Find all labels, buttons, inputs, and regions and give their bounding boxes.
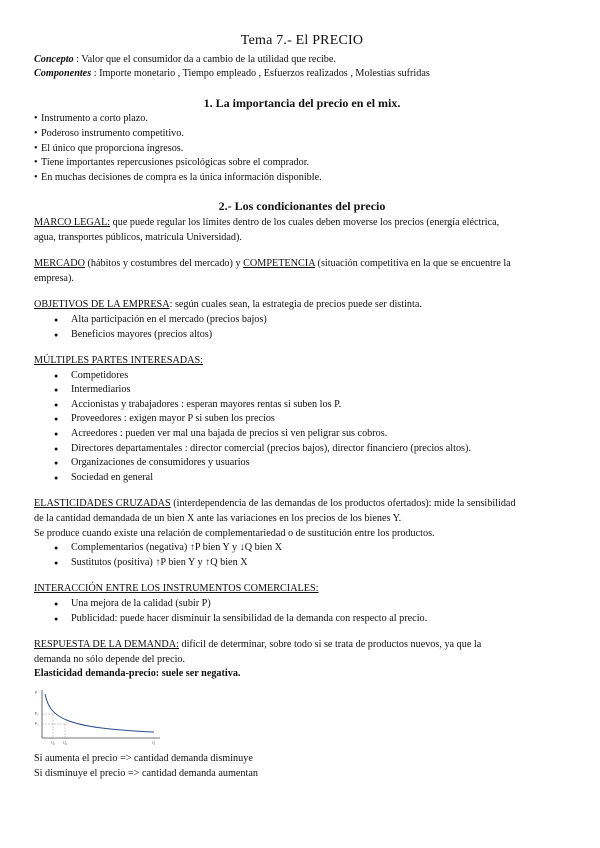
interaccion-line bbox=[34, 582, 570, 597]
interaccion-label: INTERACCIÓN ENTRE LOS INSTRUMENTOS COMERCIALES: bbox=[34, 583, 319, 595]
section1-list bbox=[34, 112, 570, 185]
list-item: ● Sociedad en general bbox=[54, 471, 154, 483]
elasticidad-heading: Elasticidad demanda-precio: suele ser negativa. bbox=[34, 668, 241, 680]
section2-heading: 2.- Los condicionantes del precio bbox=[218, 199, 386, 214]
list-item: ● Una mejora de la calidad (subir P) bbox=[54, 598, 211, 609]
list-item: ● Alta participación en el mercado (precios bajos) bbox=[54, 313, 267, 325]
y-axis-label: P bbox=[35, 689, 38, 695]
p2-label: P₂ bbox=[35, 720, 39, 726]
list-item: • Poderoso instrumento competitivo. bbox=[34, 127, 184, 139]
multiples-list bbox=[34, 369, 570, 486]
document-page bbox=[34, 34, 570, 781]
respuesta-label: RESPUESTA DE LA DEMANDA: bbox=[34, 639, 179, 651]
q1-label: Q₁ bbox=[51, 739, 56, 745]
componentes-label: Componentes bbox=[34, 68, 92, 80]
componentes-text: : Importe monetario , Tiempo empleado , Esfuerzos realizados , Molestias sufridas bbox=[91, 68, 430, 80]
multiples-line bbox=[34, 354, 570, 369]
section1-heading: 1. La importancia del precio en el mix. bbox=[203, 95, 401, 110]
concepto-text: : Valor que el consumidor da a cambio de la utilidad que recibe. bbox=[73, 53, 336, 65]
marco-legal-line2: agua, transportes públicos, matrícula Universidad). bbox=[34, 231, 242, 243]
final-line-1: Si aumenta el precio => cantidad demanda disminuye bbox=[34, 752, 253, 764]
demand-curve-graph bbox=[34, 688, 164, 746]
list-item: ● Proveedores : exigen mayor P si suben los precios bbox=[54, 413, 275, 425]
objetivos-line: OBJETIVOS DE LA EMPRESA: según cuales sean, la estrategia de precios puede ser distinta. bbox=[34, 299, 422, 311]
respuesta-line2: demanda no sólo depende del precio. bbox=[34, 653, 186, 665]
elasticidades-line: ELASTICIDADES CRUZADAS (interdependencia de las demandas de los productos ofertados): mide la sensibilidad bbox=[34, 498, 516, 510]
p1-label: P₁ bbox=[35, 710, 39, 716]
concepto-line bbox=[34, 53, 570, 68]
marco-legal-label: MARCO LEGAL: bbox=[34, 216, 111, 228]
respuesta-line: RESPUESTA DE LA DEMANDA: difícil de determinar, sobre todo si se trata de productos nuevos, ya que la bbox=[34, 639, 482, 651]
list-item: ● Sustitutos (positiva) ↑P bien Y y ↑Q bien X bbox=[54, 556, 248, 568]
elasticidades-list bbox=[34, 541, 570, 570]
componentes-line bbox=[34, 67, 570, 82]
list-item: ● Publicidad: puede hacer disminuir la sensibilidad de la demanda con respecto al precio. bbox=[54, 612, 428, 624]
list-item: ● Complementarios (negativa) ↑P bien Y y ↓Q bien X bbox=[54, 542, 283, 554]
multiples-label: MÚLTIPLES PARTES INTERESADAS: bbox=[34, 355, 204, 367]
list-item: ● Intermediarios bbox=[54, 384, 131, 396]
concepto-label: Concepto bbox=[34, 53, 74, 65]
x-axis-label: Q bbox=[152, 739, 155, 745]
objetivos-list bbox=[34, 313, 570, 342]
mercado-line: MERCADO (hábitos y costumbres del mercado) y COMPETENCIA (situación competitiva en la que se encuentre la bbox=[34, 258, 511, 270]
list-item: ● Beneficios mayores (precios altos) bbox=[54, 328, 213, 340]
mercado-line2: empresa). bbox=[34, 272, 74, 284]
list-item: ● Competidores bbox=[54, 369, 129, 381]
interaccion-list bbox=[34, 597, 570, 626]
list-item: • El único que proporciona ingresos. bbox=[34, 142, 184, 154]
list-item: ● Directores departamentales : director comercial (precios bajos), director financiero (precios altos). bbox=[54, 442, 471, 454]
marco-legal-line: MARCO LEGAL: que puede regular los límites dentro de los cuales deben moverse los precios (energía eléctrica, bbox=[34, 216, 500, 228]
list-item: ● Accionistas y trabajadores : esperan mayores rentas si suben los P. bbox=[54, 398, 342, 410]
elasticidades-label: ELASTICIDADES CRUZADAS bbox=[34, 498, 171, 510]
demand-curve bbox=[45, 694, 154, 732]
elasticidades-line3: Se produce cuando existe una relación de complementariedad o de sustitución entre los productos. bbox=[34, 527, 435, 539]
page-title: Tema 7.- El PRECIO bbox=[240, 33, 364, 48]
list-item: ● Acreedores : pueden ver mal una bajada de precios si ven peligrar sus cobros. bbox=[54, 428, 388, 440]
competencia-label: COMPETENCIA bbox=[243, 258, 315, 270]
mercado-label: MERCADO bbox=[34, 258, 85, 270]
list-item: • Tiene importantes repercusiones psicológicas sobre el comprador. bbox=[34, 157, 310, 169]
list-item: • En muchas decisiones de compra es la única información disponible. bbox=[34, 171, 322, 183]
list-item: • Instrumento a corto plazo. bbox=[34, 113, 148, 125]
q2-label: Q₂ bbox=[63, 739, 68, 745]
final-line-2: Si disminuye el precio => cantidad demanda aumentan bbox=[34, 767, 258, 779]
objetivos-label: OBJETIVOS DE LA EMPRESA bbox=[34, 299, 170, 311]
list-item: ● Organizaciones de consumidores y usuarios bbox=[54, 457, 250, 469]
elasticidades-line2: de la cantidad demandada de un bien X ante las variaciones en los precios de los bienes Y. bbox=[34, 513, 402, 525]
